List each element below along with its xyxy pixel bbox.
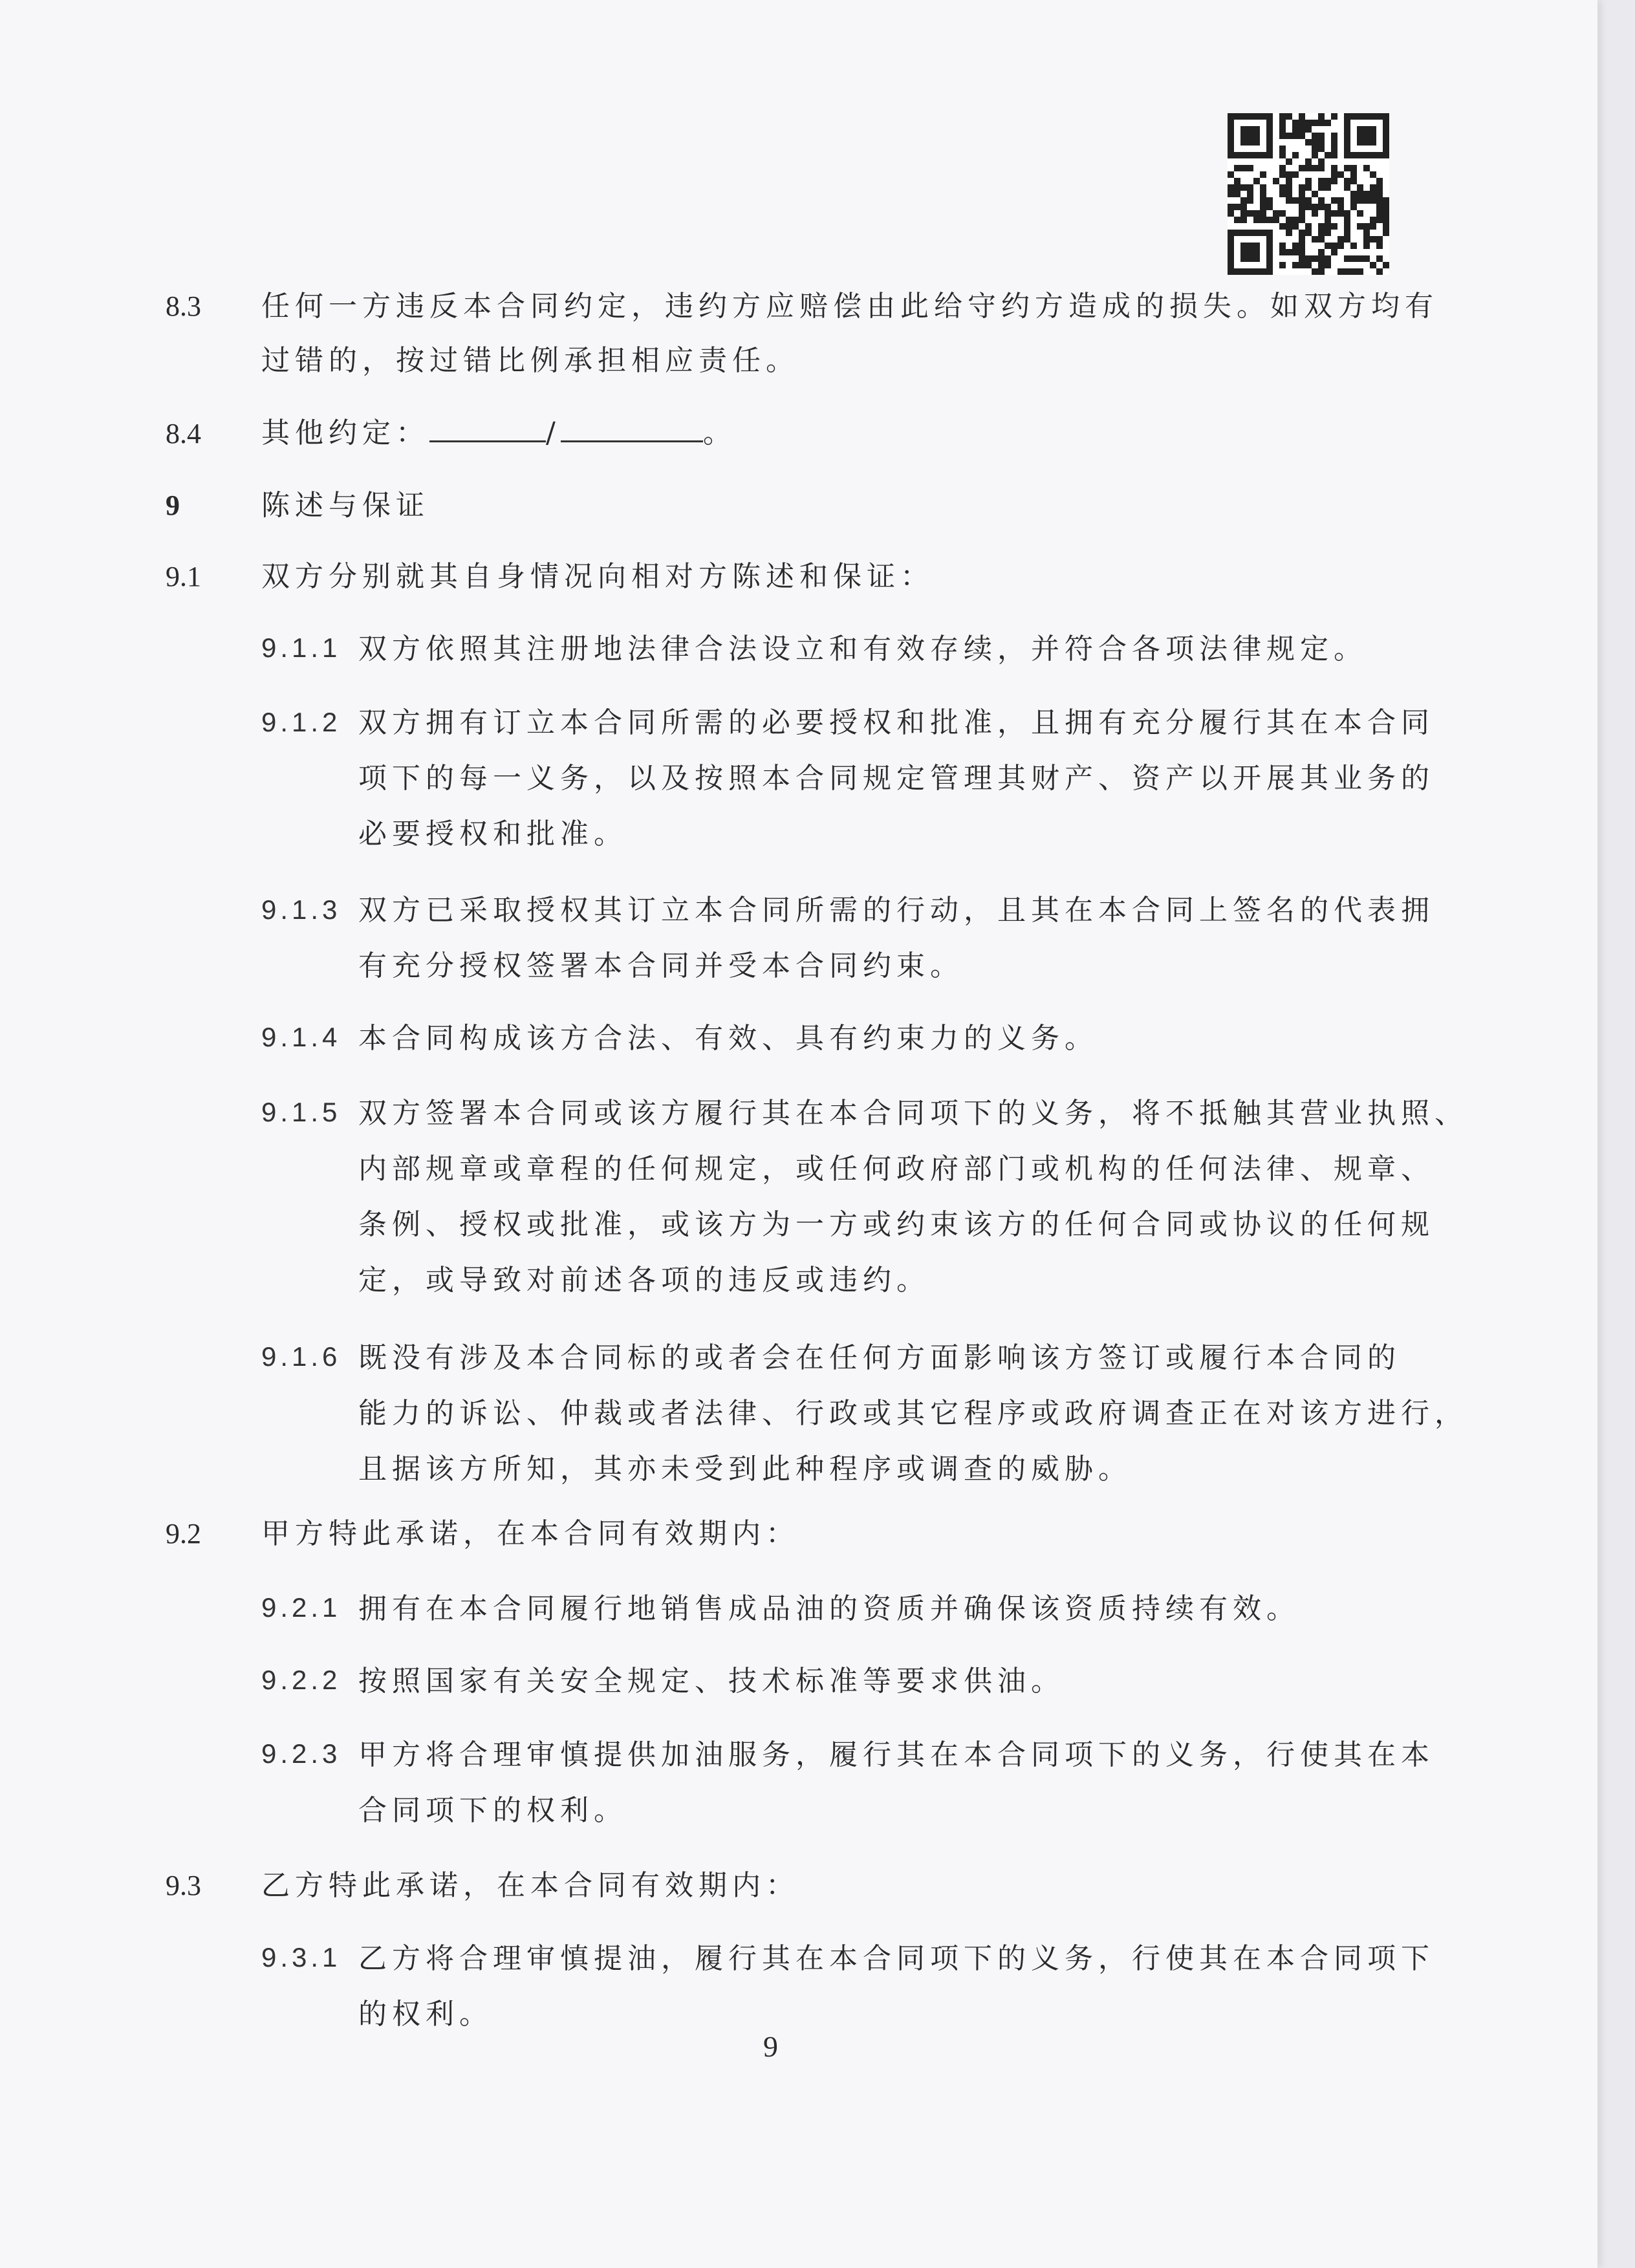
- clause-9-1-4-line-1: 本合同构成该方合法、有效、具有约束力的义务。: [358, 1022, 1098, 1055]
- clause-number-9-3: 9.3: [166, 1870, 201, 1901]
- blank-line-left: [429, 415, 546, 442]
- clause-number-9-2: 9.2: [166, 1518, 201, 1550]
- clause-9-2-1-line-1: 拥有在本合同履行地销售成品油的资质并确保该资质持续有效。: [358, 1592, 1300, 1625]
- clause-number-9-2-2: 9.2.2: [261, 1665, 341, 1695]
- clause-number-8-3: 8.3: [166, 290, 201, 322]
- clause-9-1-5-line-2: 内部规章或章程的任何规定，或任何政府部门或机构的任何法律、规章、: [358, 1152, 1435, 1185]
- clause-9-1-6-line-3: 且据该方所知，其亦未受到此种程序或调查的威胁。: [358, 1453, 1132, 1485]
- clause-9-1-5-line-1: 双方签署本合同或该方履行其在本合同项下的义务，将不抵触其营业执照、: [358, 1097, 1468, 1130]
- clause-9-2-2-line-1: 按照国家有关安全规定、技术标准等要求供油。: [358, 1665, 1065, 1698]
- qr-code-icon: [1228, 113, 1389, 275]
- clause-9-1-3-line-1: 双方已采取授权其订立本合同所需的行动，且其在本合同上签名的代表拥: [358, 894, 1435, 927]
- clause-number-9-1-1: 9.1.1: [261, 632, 341, 663]
- clause-8-3-line-2: 过错的，按过错比例承担相应责任。: [261, 344, 799, 377]
- clause-9-1-6-line-2: 能力的诉讼、仲裁或者法律、行政或其它程序或政府调查正在对该方进行，: [358, 1397, 1468, 1430]
- clause-8-4-fill: /: [546, 416, 561, 449]
- clause-number-9-2-3: 9.2.3: [261, 1738, 341, 1769]
- clause-9-2-text: 甲方特此承诺，在本合同有效期内：: [261, 1517, 799, 1550]
- clause-9-1-text: 双方分别就其自身情况向相对方陈述和保证：: [261, 560, 934, 593]
- clause-number-9-3-1: 9.3.1: [261, 1942, 341, 1972]
- clause-9-1-5-line-3: 条例、授权或批准，或该方为一方或约束该方的任何合同或协议的任何规: [358, 1208, 1435, 1241]
- section-number-9: 9: [166, 490, 180, 521]
- clause-9-2-3-line-2: 合同项下的权利。: [358, 1794, 627, 1827]
- clause-number-8-4: 8.4: [166, 418, 201, 449]
- clause-9-1-2-line-1: 双方拥有订立本合同所需的必要授权和批准，且拥有充分履行其在本合同: [358, 706, 1435, 739]
- clause-9-1-3-line-2: 有充分授权签署本合同并受本合同约束。: [358, 949, 964, 982]
- clause-number-9-2-1: 9.2.1: [261, 1592, 341, 1623]
- clause-number-9-1-2: 9.1.2: [261, 707, 341, 737]
- clause-9-1-5-line-4: 定，或导致对前述各项的违反或违约。: [358, 1264, 930, 1297]
- blank-line-right: [561, 415, 703, 442]
- page-number: 9: [763, 2030, 778, 2063]
- clause-9-1-2-line-2: 项下的每一义务，以及按照本合同规定管理其财产、资产以开展其业务的: [358, 762, 1435, 795]
- clause-9-1-2-line-3: 必要授权和批准。: [358, 817, 627, 850]
- clause-9-2-3-line-1: 甲方将合理审慎提供加油服务，履行其在本合同项下的义务，行使其在本: [358, 1738, 1435, 1771]
- clause-9-3-1-line-1: 乙方将合理审慎提油，履行其在本合同项下的义务，行使其在本合同项下: [358, 1942, 1435, 1975]
- clause-number-9-1-3: 9.1.3: [261, 894, 341, 925]
- clause-9-1-1-line-1: 双方依照其注册地法律合法设立和有效存续，并符合各项法律规定。: [358, 632, 1367, 665]
- clause-8-4-line: [261, 405, 737, 462]
- clause-9-1-6-line-1: 既没有涉及本合同标的或者会在任何方面影响该方签订或履行本合同的: [358, 1341, 1401, 1374]
- clause-number-9-1-5: 9.1.5: [261, 1097, 341, 1127]
- clause-number-9-1: 9.1: [166, 561, 201, 592]
- clause-8-3-line-1: 任何一方违反本合同约定，违约方应赔偿由此给守约方造成的损失。如双方均有: [261, 290, 1438, 323]
- clause-9-3-text: 乙方特此承诺，在本合同有效期内：: [261, 1869, 799, 1902]
- clause-9-3-1-line-2: 的权利。: [358, 1998, 493, 2031]
- section-9-title: 陈述与保证: [261, 489, 429, 522]
- clause-8-4-end: 。: [702, 416, 737, 449]
- clause-number-9-1-4: 9.1.4: [261, 1022, 341, 1052]
- clause-8-4-label: 其他约定：: [261, 416, 429, 449]
- clause-number-9-1-6: 9.1.6: [261, 1341, 341, 1372]
